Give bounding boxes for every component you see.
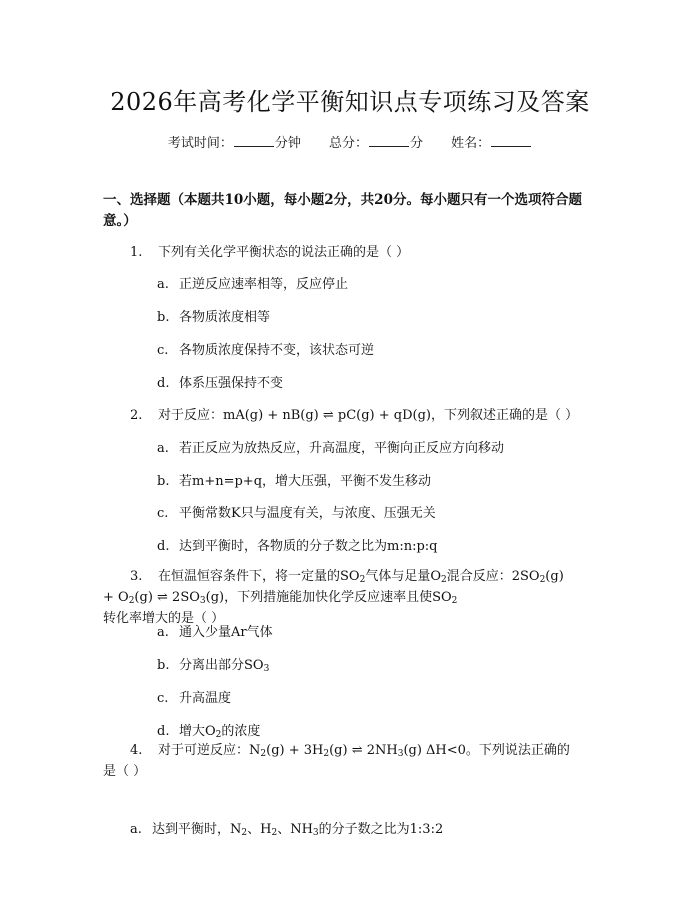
exam-name: 姓名： (451, 132, 532, 151)
score-blank[interactable] (369, 134, 409, 147)
option-3c[interactable]: c. 升高温度 (157, 691, 232, 706)
option-1a[interactable]: a. 正逆反应速率相等，反应停止 (157, 277, 349, 292)
option-3b[interactable]: b. 分离出部分$SO_3$ (157, 658, 270, 674)
option-1b[interactable]: b. 各物质浓度相等 (157, 310, 271, 325)
page-title: 2026年高考化学平衡知识点专项练习及答案 (110, 88, 590, 116)
question-stem: 对于反应：mA(g) + nB(g) ⇌ pC(g) + qD(g)，下列叙述正确的是（ ） (158, 408, 579, 423)
name-blank[interactable] (491, 134, 531, 147)
option-3d[interactable]: d. 增大$O_2$的浓度 (157, 724, 261, 740)
question-stem: 下列有关化学平衡状态的说法正确的是（ ） (158, 245, 410, 260)
option-3a[interactable]: a. 通入少量Ar气体 (157, 625, 273, 640)
option-2c[interactable]: c. 平衡常数K只与温度有关，与浓度、压强无关 (157, 506, 436, 521)
section-heading: 一、选择题（本题共10小题，每小题2分，共20分。每小题只有一个选项符合题意。） (103, 192, 582, 229)
question-1: 1. 下列有关化学平衡状态的说法正确的是（ ） (130, 245, 410, 260)
option-1c[interactable]: c. 各物质浓度保持不变，该状态可逆 (157, 343, 375, 358)
question-4: 4. 对于可逆反应：$N_2(g) + 3H_2(g)$ ⇌ $2NH_3(g)$ ΔH<0。下列说法正确的是（ ） (103, 743, 570, 779)
exam-score: 总分： 分 (328, 136, 424, 151)
option-2d[interactable]: d. 达到平衡时，各物质的分子数之比为m:n:p:q (157, 539, 438, 554)
question-3: 3. 在恒温恒容条件下，将一定量的$SO_2$气体与足量$O_2$混合反应：$2SO_2(g) + O_2(g)$ ⇌ $2SO_3(g)$，下列措施能加快化学反应速率且使$SO_2$转化率增大的是（ ） (103, 569, 564, 626)
question-2: 2. 对于反应：mA(g) + nB(g) ⇌ pC(g) + qD(g)，下列叙述正确的是（ ） (130, 408, 579, 423)
option-4a[interactable]: a. 达到平衡时，$N_2$、$H_2$、$NH_3$的分子数之比为1:3:2 (130, 822, 444, 838)
time-blank[interactable] (234, 134, 274, 147)
exam-time: 考试时间： 分钟 (167, 136, 301, 151)
exam-meta (0, 132, 700, 151)
option-2a[interactable]: a. 若正反应为放热反应，升高温度，平衡向正反应方向移动 (157, 441, 505, 456)
option-2b[interactable]: b. 若m+n=p+q，增大压强，平衡不发生移动 (157, 474, 432, 489)
option-1d[interactable]: d. 体系压强保持不变 (157, 376, 284, 391)
